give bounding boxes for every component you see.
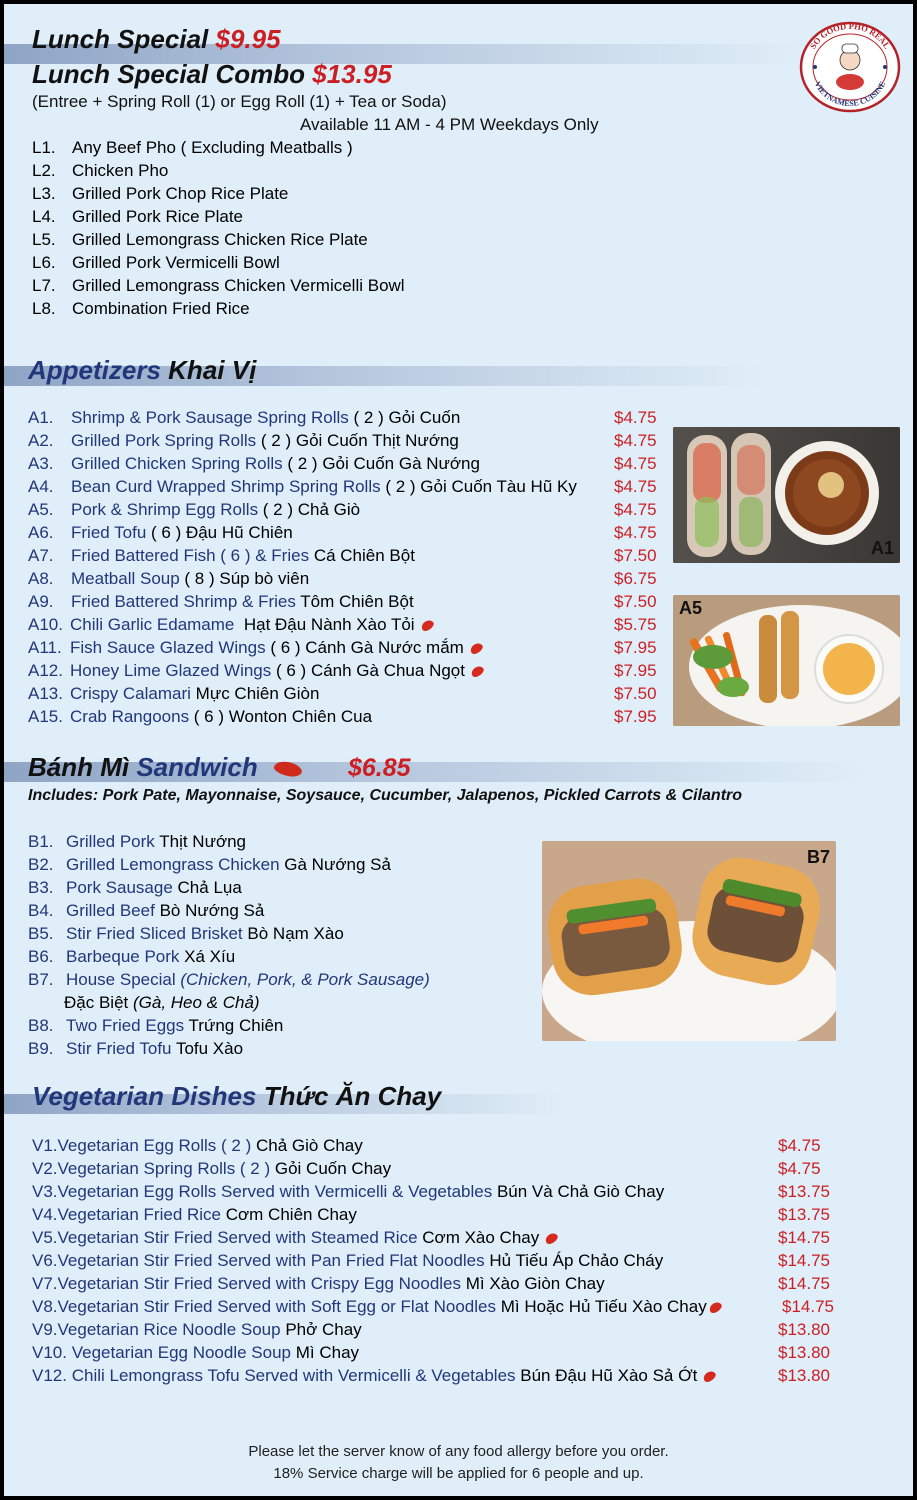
item-price: $13.80 — [778, 1366, 830, 1385]
item-code: A15. — [28, 707, 63, 726]
list-item — [4, 569, 913, 591]
item-name-en: Vegetarian Stir Fried Served with Steamed Rice — [57, 1228, 418, 1247]
item-name-vi: Súp bò viên — [219, 569, 310, 588]
item-price: $7.50 — [614, 592, 657, 611]
item-price: $4.75 — [614, 454, 657, 473]
item-name: Grilled Pork Chop Rice Plate — [72, 184, 289, 203]
item-name-vi: Thịt Nướng — [159, 832, 247, 851]
item-name-vi: Chả Giò — [297, 500, 361, 519]
item-code: V8. — [32, 1297, 58, 1316]
lunch-special-heading — [32, 24, 281, 55]
item-price: $4.75 — [614, 408, 657, 427]
item-name-en: Vegetarian Stir Fried Served with Soft Egg or Flat Noodles — [57, 1297, 496, 1316]
item-code: A13. — [28, 684, 63, 703]
item-price: $13.75 — [778, 1182, 830, 1201]
item-name-vi: Mì Hoặc Hủ Tiếu Xào Chay — [500, 1297, 707, 1316]
item-code: L7. — [32, 276, 56, 295]
item-code: L3. — [32, 184, 56, 203]
item-code: A12. — [28, 661, 63, 680]
list-item — [4, 1274, 913, 1296]
chili-pepper-icon — [470, 664, 486, 679]
item-code: B8. — [28, 1016, 54, 1035]
list-item — [4, 1251, 913, 1273]
item-name: Grilled Lemongrass Chicken Rice Plate — [72, 230, 368, 249]
lunch-combo-price: $13.95 — [312, 59, 392, 89]
logo-text-bottom: VIETNAMESE CUISINE — [812, 79, 888, 109]
item-name-vi: Mì Xào Giòn Chay — [465, 1274, 605, 1293]
item-price: $4.75 — [778, 1136, 821, 1155]
vegetarian-title-vi: Thức Ăn Chay — [263, 1081, 442, 1111]
footer-allergy-note: Please let the server know of any food allergy before you order. — [248, 1443, 669, 1460]
item-name-en: Shrimp & Pork Sausage Spring Rolls — [71, 408, 349, 427]
item-price: $7.50 — [614, 684, 657, 703]
item-price: $7.50 — [614, 546, 657, 565]
item-qty: ( 2 ) — [256, 431, 296, 450]
item-name-en: Vegetarian Rice Noodle Soup — [57, 1320, 281, 1339]
item-name-vi: Mì Chay — [295, 1343, 360, 1362]
item-code: L4. — [32, 207, 56, 226]
item-name-en: Grilled Beef — [66, 901, 155, 920]
item-name-vi: Bún Đậu Hũ Xào Sả Ớt — [520, 1366, 698, 1385]
item-name-en: Stir Fried Sliced Brisket — [66, 924, 243, 943]
item-code: A6. — [28, 523, 54, 542]
item-name-vi: Chả Lụa — [177, 878, 242, 897]
item-name-en: Fried Battered Fish ( 6 ) & Fries — [71, 546, 310, 565]
item-price: $4.75 — [614, 500, 657, 519]
item-code: V3. — [32, 1182, 58, 1201]
item-name-en: Barbeque Pork — [66, 947, 180, 966]
footer-service-charge-note: 18% Service charge will be applied for 6 people and up. — [273, 1465, 644, 1482]
item-qty: ( 6 ) — [265, 638, 306, 657]
spring-rolls-illustration — [673, 427, 900, 563]
banh-mi-title-en: Sandwich — [136, 752, 258, 782]
list-item — [4, 161, 913, 183]
item-code: B1. — [28, 832, 54, 851]
item-name-vi: Bún Và Chả Giò Chay — [496, 1182, 665, 1201]
list-item — [4, 184, 913, 206]
lunch-special-label: Lunch Special — [32, 24, 209, 54]
chili-pepper-icon — [419, 618, 435, 633]
item-price: $4.75 — [614, 477, 657, 496]
item-name: Combination Fried Rice — [72, 299, 250, 318]
item-price: $4.75 — [778, 1159, 821, 1178]
egg-rolls-illustration — [673, 595, 900, 726]
list-item — [4, 138, 913, 160]
item-code: V9. — [32, 1320, 58, 1339]
list-item — [4, 1297, 913, 1319]
item-name-en: Vegetarian Spring Rolls ( 2 ) — [57, 1159, 271, 1178]
list-item — [4, 1039, 913, 1061]
item-name: Any Beef Pho ( Excluding Meatballs ) — [72, 138, 353, 157]
item-code: V1. — [32, 1136, 58, 1155]
item-name: Grilled Pork Vermicelli Bowl — [72, 253, 280, 272]
item-name: Grilled Lemongrass Chicken Vermicelli Bowl — [72, 276, 405, 295]
photo-tag-a5: A5 — [679, 598, 703, 618]
item-price: $4.75 — [614, 431, 657, 450]
item-price: $14.75 — [778, 1251, 830, 1270]
item-price: $13.80 — [778, 1320, 830, 1339]
item-name-vi: Mực Chiên Giòn — [195, 684, 320, 703]
item-code: A4. — [28, 477, 54, 496]
item-code: A8. — [28, 569, 54, 588]
item-code: V6. — [32, 1251, 58, 1270]
item-code: L1. — [32, 138, 56, 157]
item-code: A9. — [28, 592, 54, 611]
item-name-en: Two Fried Eggs — [66, 1016, 185, 1035]
item-price: $14.75 — [778, 1228, 830, 1247]
item-code: A2. — [28, 431, 54, 450]
menu-page — [4, 4, 913, 1496]
item-name-vi: Cánh Gà Nước mắm — [305, 638, 464, 657]
item-price: $4.75 — [614, 523, 657, 542]
item-name-vi: Gỏi Cuốn Gà Nướng — [322, 454, 480, 473]
logo-text-top: SO GOOD PHO REAL — [807, 20, 893, 51]
item-code: B7. — [28, 970, 54, 989]
item-price: $13.80 — [778, 1343, 830, 1362]
banh-mi-illustration — [542, 841, 836, 1041]
item-name-en: Chili Garlic Edamame — [70, 615, 235, 634]
chili-pepper-icon — [707, 1300, 723, 1315]
item-price: $13.75 — [778, 1205, 830, 1224]
lunch-availability: Available 11 AM - 4 PM Weekdays Only — [300, 115, 599, 134]
item-price: $14.75 — [778, 1274, 830, 1293]
item-code: V12. — [32, 1366, 67, 1385]
item-name-en: Meatball Soup — [71, 569, 180, 588]
list-item — [4, 253, 913, 275]
item-name-vi: Bò Nướng Sả — [159, 901, 265, 920]
item-qty: ( 2 ) — [258, 500, 298, 519]
item-code: V2. — [32, 1159, 58, 1178]
item-code: B9. — [28, 1039, 54, 1058]
item-name-en: Vegetarian Egg Rolls ( 2 ) — [57, 1136, 252, 1155]
spring-rolls-photo — [673, 427, 900, 563]
item-price: $5.75 — [614, 615, 657, 634]
banh-mi-title-vi: Bánh Mì — [28, 752, 130, 782]
item-code: V7. — [32, 1274, 58, 1293]
item-name: Chicken Pho — [72, 161, 169, 180]
item-name-en: Grilled Chicken Spring Rolls — [71, 454, 283, 473]
item-name-en: House Special — [66, 970, 176, 989]
item-code: B6. — [28, 947, 54, 966]
lunch-combo-note: (Entree + Spring Roll (1) or Egg Roll (1) + Tea or Soda) — [32, 92, 447, 111]
item-name-en: Grilled Lemongrass Chicken — [66, 855, 280, 874]
item-name-vi: Hủ Tiếu Áp Chảo Cháy — [489, 1251, 664, 1270]
vegetarian-heading — [32, 1081, 441, 1112]
item-name-en: Chili Lemongrass Tofu Served with Vermicelli & Vegetables — [71, 1366, 516, 1385]
item-name-vi: Bò Nạm Xào — [247, 924, 344, 943]
item-name-vi: Đậu Hũ Chiên — [185, 523, 293, 542]
appetizers-heading — [28, 355, 256, 386]
item-qty — [234, 615, 243, 634]
photo-tag-b7: B7 — [806, 847, 830, 867]
item-name-vi: Gỏi Cuốn Chay — [274, 1159, 392, 1178]
item-name-en: Vegetarian Stir Fried Served with Pan Fried Flat Noodles — [57, 1251, 485, 1270]
item-code: B5. — [28, 924, 54, 943]
item-code: A11. — [28, 638, 62, 657]
item-name-en: Grilled Pork — [66, 832, 155, 851]
item-name-vi: Gà Nướng Sả — [284, 855, 391, 874]
chili-pepper-icon — [544, 1231, 560, 1246]
photo-tag-a1: A1 — [870, 538, 894, 558]
item-price: $6.75 — [614, 569, 657, 588]
item-code: A3. — [28, 454, 54, 473]
item-name-en: Vegetarian Egg Rolls Served with Vermicelli & Vegetables — [57, 1182, 493, 1201]
list-item — [4, 1343, 913, 1365]
appetizers-title-vi: Khai Vị — [168, 355, 257, 385]
item-name-en: Fried Tofu — [71, 523, 147, 542]
item-qty: ( 6 ) — [271, 661, 311, 680]
item-code: L5. — [32, 230, 56, 249]
list-item — [4, 1182, 913, 1204]
item-name-vi: Đặc Biệt — [64, 993, 129, 1012]
chili-pepper-icon — [468, 641, 484, 656]
item-name-vi: Wonton Chiên Cua — [228, 707, 373, 726]
item-qty: ( 2 ) — [348, 408, 389, 427]
item-name-en: Fried Battered Shrimp & Fries — [71, 592, 296, 611]
item-code: L2. — [32, 161, 56, 180]
item-code: A5. — [28, 500, 54, 519]
item-name-en: Pork & Shrimp Egg Rolls — [71, 500, 259, 519]
item-name-en: Honey Lime Glazed Wings — [70, 661, 272, 680]
item-price: $14.75 — [782, 1297, 834, 1316]
item-name-vi: Cánh Gà Chua Ngọt — [310, 661, 465, 680]
item-price: $7.95 — [614, 707, 657, 726]
item-qty: ( 6 ) — [146, 523, 186, 542]
item-name-vi: Phở Chay — [285, 1320, 362, 1339]
list-item — [4, 207, 913, 229]
item-qty: ( 8 ) — [179, 569, 220, 588]
item-name-vi: Gỏi Cuốn Tàu Hũ Ky — [420, 477, 577, 496]
item-qty: ( 2 ) — [380, 477, 421, 496]
egg-rolls-photo — [673, 595, 900, 726]
item-name-en: Vegetarian Fried Rice — [57, 1205, 222, 1224]
item-name-en: Crispy Calamari — [70, 684, 191, 703]
item-name-vi: Gỏi Cuốn — [388, 408, 461, 427]
item-code: B2. — [28, 855, 54, 874]
item-code: L6. — [32, 253, 56, 272]
list-item — [4, 230, 913, 252]
appetizers-title-en: Appetizers — [28, 355, 161, 385]
item-name-vi: Chả Giò Chay — [255, 1136, 363, 1155]
banh-mi-photo — [542, 841, 836, 1041]
item-name-en: Vegetarian Stir Fried Served with Crispy Egg Noodles — [57, 1274, 461, 1293]
item-name-vi: Cơm Chiên Chay — [225, 1205, 357, 1224]
item-name: Grilled Pork Rice Plate — [72, 207, 244, 226]
item-name-vi: Hạt Đậu Nành Xào Tỏi — [243, 615, 415, 634]
banh-mi-heading — [28, 752, 258, 783]
list-item — [4, 1159, 913, 1181]
restaurant-logo — [798, 20, 902, 114]
item-code: V4. — [32, 1205, 58, 1224]
item-code: A1. — [28, 408, 54, 427]
list-item — [4, 1228, 913, 1250]
list-item — [4, 1366, 913, 1388]
list-item — [4, 276, 913, 298]
item-name-en: Crab Rangoons — [70, 707, 190, 726]
item-name-en: Pork Sausage — [66, 878, 173, 897]
chili-pepper-icon — [702, 1369, 718, 1384]
item-code: B3. — [28, 878, 54, 897]
item-code: V10. — [32, 1343, 67, 1362]
lunch-combo-label: Lunch Special Combo — [32, 59, 306, 89]
item-code: L8. — [32, 299, 56, 318]
item-name-vi: Tôm Chiên Bột — [300, 592, 414, 611]
item-code: A7. — [28, 546, 54, 565]
item-qty: ( 6 ) — [189, 707, 229, 726]
item-price: $7.95 — [614, 661, 657, 680]
item-code: B4. — [28, 901, 54, 920]
item-name-en: Vegetarian Egg Noodle Soup — [71, 1343, 292, 1362]
list-item — [4, 1320, 913, 1342]
banh-mi-price: $6.85 — [348, 754, 411, 782]
vegetarian-title-en: Vegetarian Dishes — [32, 1081, 257, 1111]
item-name-note: (Gà, Heo & Chả) — [132, 993, 260, 1012]
item-name-note: (Chicken, Pork, & Pork Sausage) — [180, 970, 430, 989]
item-name-en: Grilled Pork Spring Rolls — [71, 431, 257, 450]
lunch-combo-heading — [32, 59, 392, 90]
item-qty: ( 2 ) — [282, 454, 323, 473]
item-name-en: Stir Fried Tofu — [66, 1039, 172, 1058]
lunch-special-price: $9.95 — [215, 24, 281, 54]
item-name-vi: Tofu Xào — [175, 1039, 244, 1058]
item-price: $7.95 — [614, 638, 657, 657]
list-item — [4, 299, 913, 321]
list-item — [4, 1205, 913, 1227]
item-name-vi: Xá Xíu — [184, 947, 236, 966]
item-name-vi: Gỏi Cuốn Thịt Nướng — [295, 431, 459, 450]
item-name-vi: Cá Chiên Bột — [313, 546, 415, 565]
item-code: A10. — [28, 615, 63, 634]
list-item — [4, 1136, 913, 1158]
item-name-en: Fish Sauce Glazed Wings — [70, 638, 266, 657]
item-name-vi: Trứng Chiên — [188, 1016, 284, 1035]
item-name-en: Bean Curd Wrapped Shrimp Spring Rolls — [71, 477, 381, 496]
item-code: V5. — [32, 1228, 58, 1247]
item-name-vi: Cơm Xào Chay — [422, 1228, 540, 1247]
banh-mi-includes: Includes: Pork Pate, Mayonnaise, Soysauce, Cucumber, Jalapenos, Pickled Carrots & Cilantro — [28, 787, 743, 804]
